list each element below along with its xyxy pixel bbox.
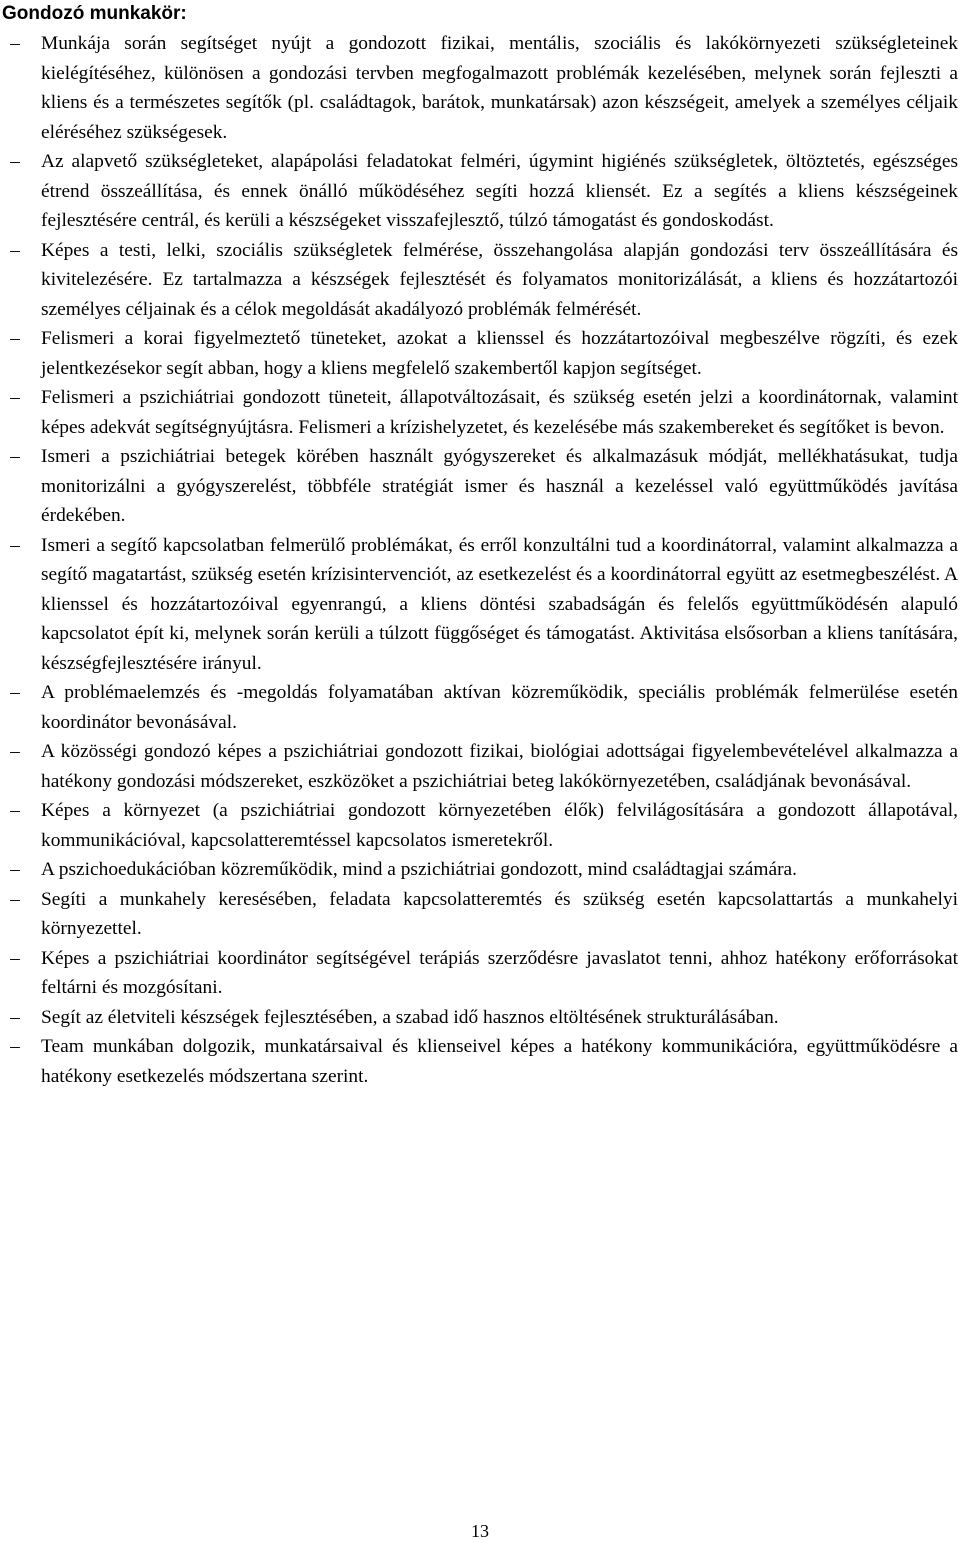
- dash-bullet: –: [10, 534, 20, 556]
- dash-bullet: –: [10, 151, 20, 172]
- list-item-text: A közösségi gondozó képes a pszichiátriai gondozott fizikai, biológiai adottságai figyelembevételével alkalmazza a hatékony gondozási módszereket, eszközöket a pszichiátriai beteg lakókörnyezetében, családjának bevonásával.: [41, 741, 958, 792]
- list-item-text: Képes a pszichiátriai koordinátor segítségével terápiás szerződésre javaslatot tenni, ahhoz hatékony erőforrásokat feltárni és mozgósítani.: [41, 947, 958, 998]
- list-item: [0, 1003, 958, 1033]
- list-item: [0, 1032, 958, 1091]
- list-item-text: Ismeri a pszichiátriai betegek körében használt gyógyszereket és alkalmazásuk módját, mellékhatásukat, tudja monitorizálni a gyógyszerelést, többféle stratégiát ismer és használ a kezeléssel való együttműködés javítása érdekében.: [41, 446, 958, 526]
- list-item: [0, 236, 958, 325]
- dash-bullet: –: [10, 239, 20, 261]
- list-item-text: Ismeri a segítő kapcsolatban felmerülő problémákat, és erről konzultálni tud a koordinátorral, valamint alkalmazza a segítő magatartást, szükség esetén krízisintervenciót, az esetkezelést és a koordinátorral együtt az esetmegbeszélést. A klienssel és hozzátartozóival egyenrangú, a kliens döntési szabadságán és felelős együttműködésén alapuló kapcsolatot épít ki, melynek során kerüli a túlzott függőséget és támogatást. Aktivitása elsősorban a kliens tanítására, készségfejlesztésére irányul.: [41, 534, 958, 674]
- list-item: [0, 678, 958, 737]
- dash-bullet: –: [10, 1006, 20, 1028]
- dash-bullet: –: [10, 446, 20, 467]
- list-item-text: Felismeri a pszichiátriai gondozott tüneteit, állapotváltozásait, és szükség esetén jelzi a koordinátornak, valamint képes adekvát segítségnyújtásra. Felismeri a krízishelyzetet, és kezelésébe más szakembereket és segítőket is bevon.: [41, 387, 958, 438]
- list-item-text: Segít az életviteli készségek fejlesztésében, a szabad idő hasznos eltöltésének strukturálásában.: [41, 1006, 779, 1028]
- list-item-text: Képes a környezet (a pszichiátriai gondozott környezetében élők) felvilágosítására a gondozott állapotával, kommunikációval, kapcsolatteremtéssel kapcsolatos ismeretekről.: [41, 800, 958, 851]
- dash-bullet: –: [10, 682, 20, 703]
- dash-bullet: –: [10, 33, 20, 54]
- list-item-text: Munkája során segítséget nyújt a gondozott fizikai, mentális, szociális és lakókörnyezeti szükségleteinek kielégítéséhez, különösen a gondozási tervben megfogalmazott problémák kezelésében, melynek során fejleszti a kliens és a természetes segítők (pl. családtagok, barátok, munkatársak) azon készségeit, amelyek a személyes céljaik eléréséhez szükségesek.: [41, 33, 958, 143]
- list-item-text: Az alapvető szükségleteket, alapápolási feladatokat felméri, úgymint higiénés szükségletek, öltöztetés, egészséges étrend összeállítása, és ennek önálló működéséhez segíti hozzá kliensét. Ez a segítés a kliens készségeinek fejlesztésére centrál, és kerüli a készségeket visszafejlesztő, túlzó támogatást és gondoskodást.: [41, 151, 958, 231]
- page-number: 13: [471, 1521, 489, 1541]
- dash-bullet: –: [10, 1036, 20, 1057]
- list-item-text: Képes a testi, lelki, szociális szükségletek felmérése, összehangolása alapján gondozási terv összeállítására és kivitelezésére. Ez tartalmazza a készségek fejlesztését és folyamatos monitorizálását, a kliens és hozzátartozói személyes céljainak és a célok megoldását akadályozó problémák felmérését.: [41, 239, 958, 320]
- dash-bullet: –: [10, 741, 20, 762]
- list-item: [0, 147, 958, 236]
- list-item: [0, 737, 958, 796]
- list-item: [0, 383, 958, 442]
- list-item: [0, 885, 958, 944]
- list-item-text: A problémaelemzés és -megoldás folyamatában aktívan közreműködik, speciális problémák felmerülése esetén koordinátor bevonásával.: [41, 682, 958, 733]
- section-heading: Gondozó munkakör:: [2, 3, 187, 24]
- list-item-text: Team munkában dolgozik, munkatársaival és klienseivel képes a hatékony kommunikációra, együttműködésre a hatékony esetkezelés módszertana szerint.: [41, 1036, 958, 1087]
- list-item-text: Segíti a munkahely keresésében, feladata kapcsolatteremtés és szükség esetén kapcsolattartás a munkahelyi környezettel.: [41, 888, 958, 939]
- list-item: [0, 944, 958, 1003]
- list-item-text: Felismeri a korai figyelmeztető tüneteket, azokat a klienssel és hozzátartozóival megbeszélve rögzíti, és ezek jelentkezésekor segít abban, hogy a kliens megfelelő szakembertől kapjon segítséget.: [41, 328, 958, 379]
- list-item: [0, 324, 958, 383]
- dash-bullet: –: [10, 947, 20, 969]
- dash-bullet: –: [10, 800, 20, 821]
- list-item: [0, 531, 958, 679]
- dash-bullet: –: [10, 888, 20, 910]
- list-item: [0, 855, 958, 885]
- dash-bullet: –: [10, 387, 20, 408]
- duty-list: [0, 29, 958, 1091]
- dash-bullet: –: [10, 328, 20, 349]
- list-item: [0, 796, 958, 855]
- list-item: [0, 29, 958, 147]
- list-item-text: A pszichoedukációban közreműködik, mind a pszichiátriai gondozott, mind családtagjai számára.: [41, 859, 797, 880]
- dash-bullet: –: [10, 859, 20, 880]
- list-item: [0, 442, 958, 531]
